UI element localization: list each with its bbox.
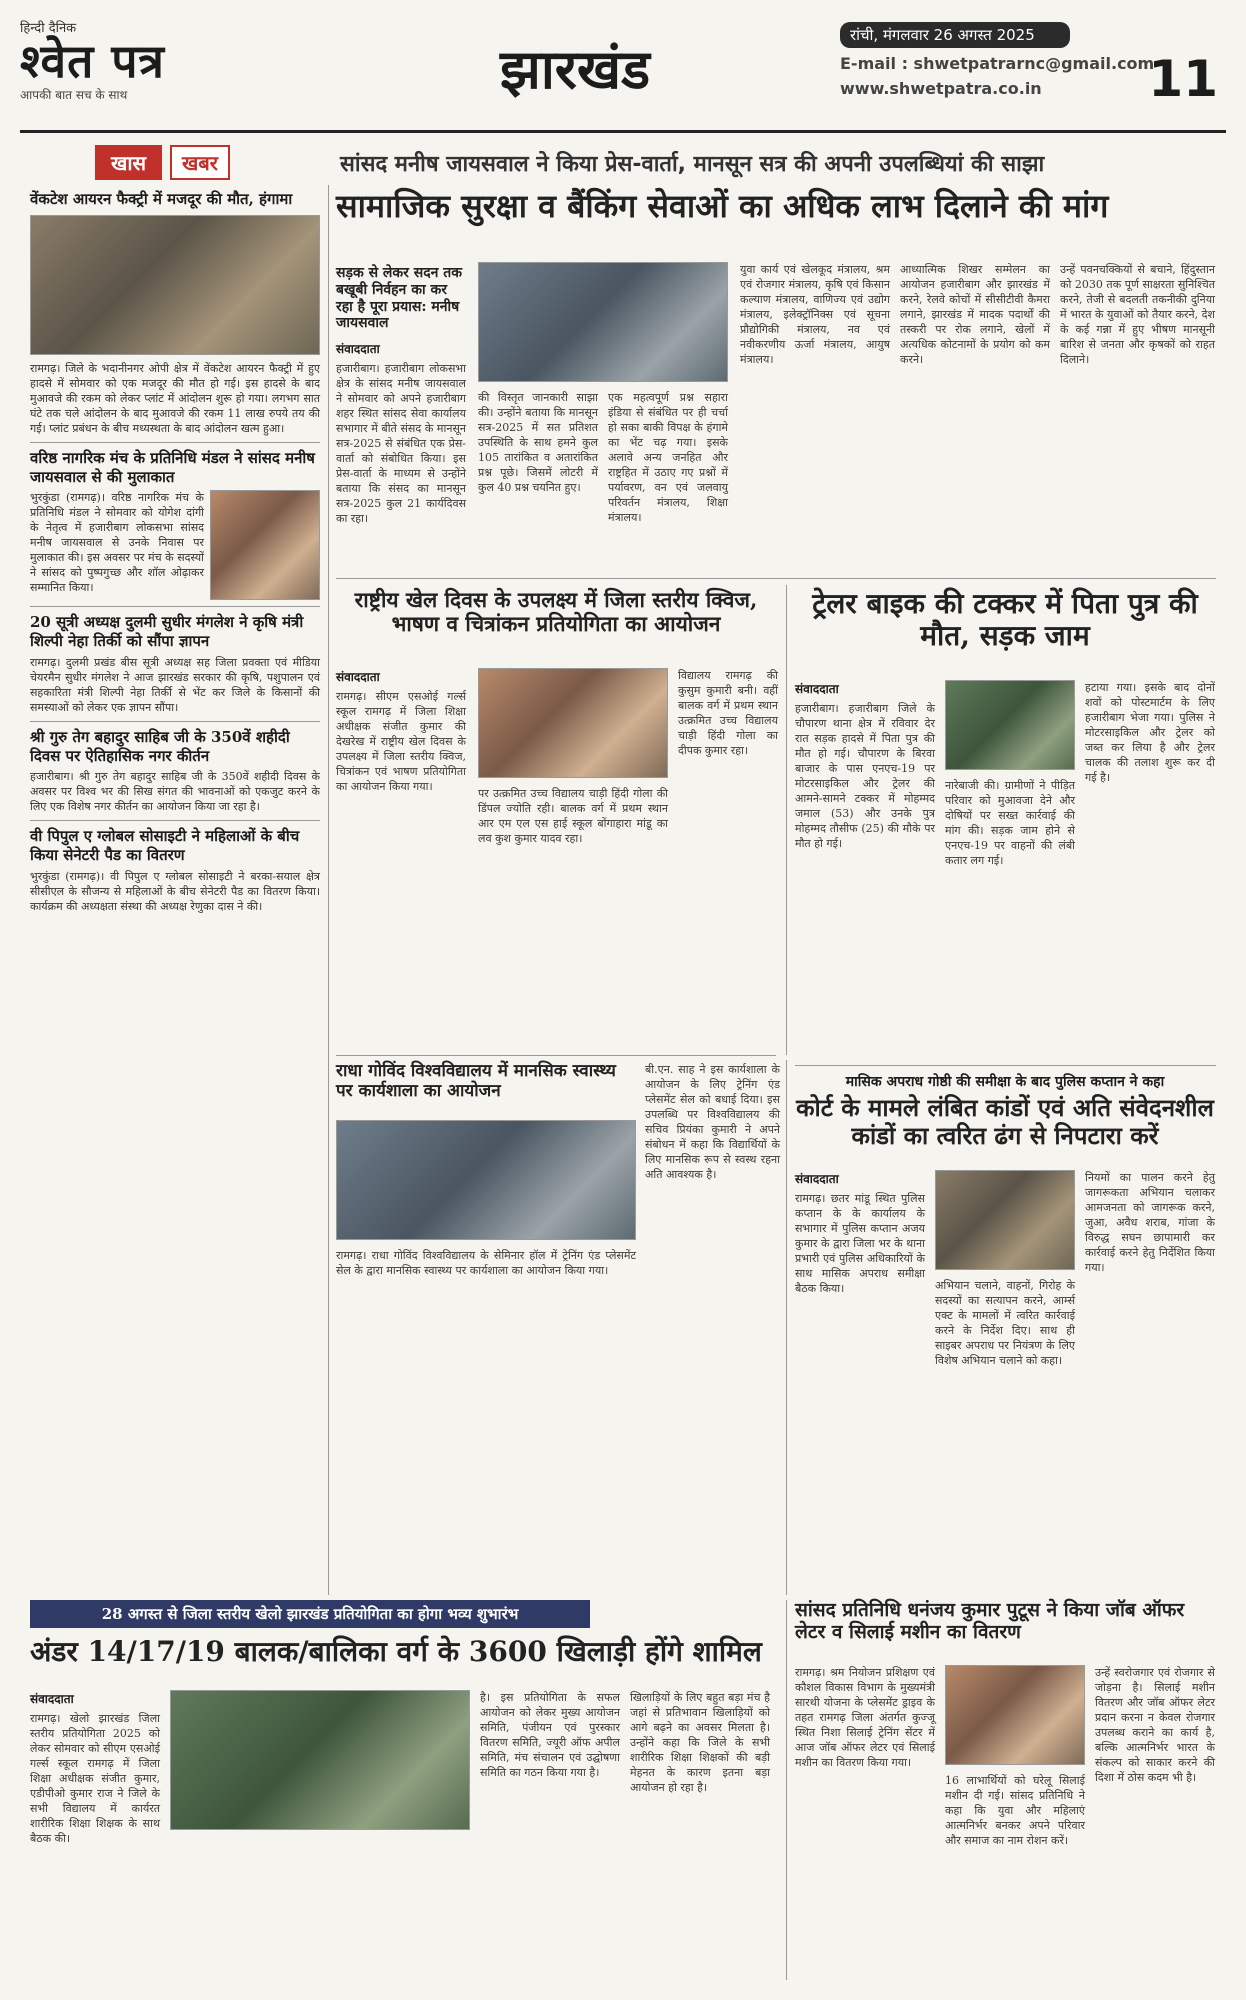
khas-tag: खास xyxy=(95,145,162,180)
story5-title: वी पिपुल ए ग्लोबल सोसाइटी ने महिलाओं के बीच किया सेनेटरी पैड का वितरण xyxy=(30,827,300,864)
lead-text-6: उन्हें पवनचक्कियों से बचाने, हिंदुस्तान को 2030 तक पूर्ण साक्षरता सुनिश्चित करने, तेजी से बदलती तकनीकी दुनिया में भारत के युवाओं को तैयार करने, देश के कई गन्ना में हुए भीषण मानसूनी बारिश से जनता और कृषकों को राहत दिलाने। xyxy=(1060,263,1215,366)
citizens-photo xyxy=(210,490,320,600)
trailer-text-2: नारेबाजी की। ग्रामीणों ने पीड़ित परिवार को मुआवजा देने और दोषियों पर सख्त कार्रवाई की मांग की। सड़क जाम होने से एनएच-19 पर वाहनों की लंबी कतार लग गई। xyxy=(945,779,1075,867)
top-strip: सांसद मनीष जायसवाल ने किया प्रेस-वार्ता, मानसून सत्र की अपनी उपलब्धियां की साझा xyxy=(340,152,1045,177)
story2-block xyxy=(30,490,320,600)
court-text-3: नियमों का पालन करने हेतु जागरूकता अभियान चलाकर आमजनता को जागरूक करने, जुआ, अवैध शराब, गांजा के विरुद्ध सघन छापामारी कर कार्रवाई करने हेतु निर्देशित किया गया। xyxy=(1085,1171,1215,1274)
khelo-text-3: खिलाड़ियों के लिए बहुत बड़ा मंच है जहां से प्रतिभावान खिलाड़ियों को आगे बढ़ने का अवसर मिलता है। उन्होंने कहा कि जिले के सभी शारीरिक शिक्षा शिक्षकों की बड़ी मेहनत के कारण इतना बड़ा आयोजन हो रहा है। xyxy=(630,1691,770,1794)
court-col-1 xyxy=(795,1170,925,1296)
lead-kicker: सड़क से लेकर सदन तक बखूबी निर्वहन का कर रहा है पूरा प्रयास: मनीष जायसवाल xyxy=(336,265,463,332)
job-text-3: उन्हें स्वरोजगार एवं रोजगार से जोड़ना है। सिलाई मशीन वितरण और जॉब ऑफर लेटर प्रदान करना न केवल रोजगार उपलब्ध कराने का कार्य है, बल्कि आत्मनिर्भर भारत के संकल्प को साकार करने की दिशा में ठोस कदम भी है। xyxy=(1095,1666,1215,1784)
mental-headline: राधा गोविंद विश्वविद्यालय में मानसिक स्वास्थ्य पर कार्यशाला का आयोजन xyxy=(336,1061,616,1101)
mental-text-2: बी.एन. साह ने इस कार्यशाला के आयोजन के लिए ट्रेनिंग एंड प्लेसमेंट सेल को बधाई दिया। इस उपलब्धि पर विश्वविद्यालय की सचिव प्रियंका कुमारी ने अपने संबोधन में कहा कि विद्यार्थियों के लिए मानसिक रूप से स्वस्थ रहना अति आवश्यक है। xyxy=(645,1063,780,1181)
page-number: 11 xyxy=(1148,50,1218,108)
press-conference-photo xyxy=(478,262,728,382)
sports-photo xyxy=(478,668,668,778)
column-divider xyxy=(786,585,787,1055)
lead-text-5: आध्यात्मिक शिखर सम्मेलन का आयोजन हजारीबाग और झारखंड में करने, रेलवे कोचों में सीसीटीवी कैमरा लगाने, झारखंड में मादक पदार्थों की तस्करी पर रोक लगाने, खेलों में अत्यधिक कोटनामों के प्रयोग को कम करने। xyxy=(900,263,1050,366)
sports-text-1: रामगढ़। सीएम एसओई गर्ल्स स्कूल रामगढ़ में जिला शिक्षा अधीक्षक संजीत कुमार की देखरेख में राष्ट्रीय खेल दिवस के उपलक्ष्य में जिला स्तरीय क्विज, चित्रांकन एवं भाषण प्रतियोगिता का आयोजन किया गया। xyxy=(336,690,466,793)
sewing-machine-photo xyxy=(945,1665,1085,1765)
story3-text: रामगढ़। दुलमी प्रखंड बीस सूत्री अध्यक्ष सह जिला प्रवक्ता एवं मीडिया चेयरमैन सुधीर मंगलेश ने आज झारखंड सरकार की कृषि, पशुपालन एवं सहकारिता मंत्री शिल्पी नेहा तिर्की से भेंट कर जिले के किसानों की समस्याओं को लेकर एक ज्ञापन सौंपा। xyxy=(30,655,320,714)
masthead-small-title: हिन्दी दैनिक xyxy=(20,21,77,36)
court-text-1: रामगढ़। छतर मांडू स्थित पुलिस कप्तान के के कार्यालय के सभागार में पुलिस कप्तान अजय कुमार के द्वारा जिला भर के थाना प्रभारी एवं पुलिस अधिकारियों के साथ मासिक अपराध समीक्षा बैठक किया। xyxy=(795,1192,925,1295)
story5-text: भुरकुंडा (रामगढ़)। वी पिपुल ए ग्लोबल सोसाइटी ने बरका-सयाल क्षेत्र सीसीएल के सौजन्य से महिलाओं के बीच सेनेटरी पैड का वितरण किया। कार्यक्रम की अध्यक्षता संस्था की अध्यक्ष रेणुका दास ने की। xyxy=(30,869,320,913)
trailer-col-1 xyxy=(795,680,935,851)
left-column xyxy=(30,190,320,914)
story4-text: हजारीबाग। श्री गुरु तेग बहादुर साहिब जी के 350वें शहीदी दिवस के अवसर पर विश्व भर की सिख संगत की भावनाओं को एकजुट करने के लिए एक विशेष नगर कीर्तन का आयोजन किया जा रहा है। xyxy=(30,770,320,814)
story1-title: वेंकटेश आयरन फैक्ट्री में मजदूर की मौत, हंगामा xyxy=(30,190,293,208)
masthead-tagline: आपकी बात सच के साथ xyxy=(20,88,128,102)
job-text-2: 16 लाभार्थियों को घरेलू सिलाई मशीन दी गई। सांसद प्रतिनिधि ने कहा कि युवा और महिलाएं आत्मनिर्भर बनकर अपने परिवार और समाज का नाम रोशन करें। xyxy=(945,1774,1085,1847)
trailer-headline: ट्रेलर बाइक की टक्कर में पिता पुत्र की मौत, सड़क जाम xyxy=(812,587,1198,653)
story3-title: 20 सूत्री अध्यक्ष दुलमी सुधीर मंगलेश ने कृषि मंत्री शिल्पी नेहा तिर्की को सौंपा ज्ञापन xyxy=(30,613,304,650)
khabar-tag: खबर xyxy=(170,145,230,180)
email-address[interactable]: E-mail : shwetpatrarnc@gmail.com xyxy=(840,54,1155,73)
divider xyxy=(30,721,320,722)
divider xyxy=(795,1065,1216,1066)
column-divider xyxy=(786,1600,787,1980)
khelo-col-1 xyxy=(30,1690,160,1846)
court-byline: संवाददाता xyxy=(795,1172,839,1186)
lead-byline: संवाददाता xyxy=(336,342,380,357)
column-divider xyxy=(786,1060,787,1595)
sports-text-3: विद्यालय रामगढ़ की कुसुम कुमारी बनी। वहीं बालक वर्ग में प्रथम स्थान उत्क्रमित उच्च विद्यालय चाड़ी हिंदी गोला का दीपक कुमार रहा। xyxy=(678,669,778,757)
trailer-text-3: हटाया गया। इसके बाद दोनों शवों को पोस्टमार्टम के लिए हजारीबाग भेजा गया। पुलिस ने मोटरसाइकिल और ट्रेलर को जब्त कर लिया है और ट्रेलर चालक की तलाश शुरू कर दी गई है। xyxy=(1085,681,1215,784)
khelo-band: 28 अगस्त से जिला स्तरीय खेलो झारखंड प्रतियोगिता का होगा भव्य शुभारंभ xyxy=(30,1600,590,1628)
police-meeting-photo xyxy=(935,1170,1075,1270)
trailer-byline: संवाददाता xyxy=(795,682,839,696)
story1-text: रामगढ़। जिले के भदानीनगर ओपी क्षेत्र में वेंकटेश आयरन फैक्ट्री में हुए हादसे में सोमवार को एक मजदूर की मौत हो गई। इस हादसे के बाद मुआवजे की रकम को लेकर प्लांट में आंदोलन शुरू हो गया। लगभग सात घंटे तक चले आंदोलन के बाद मुआवजे की रकम 11 लाख रुपये तय की गई। प्लांट प्रबंधन के बीच मध्यस्थता के बाद आंदोलन खत्म हुआ। xyxy=(30,361,320,435)
lead-text-1: हजारीबाग। हजारीबाग लोकसभा क्षेत्र के सांसद मनीष जायसवाल ने सोमवार को अपने हजारीबाग शहर स्थित सांसद सेवा कार्यालय सभागार में बीते संसद के मानसून सत्र-2025 से संबंधित एक प्रेस-वार्ता को संबोधित किया। इस प्रेस-वार्ता के माध्यम से उन्होंने बताया कि संसद का मानसून सत्र-2025 कुल 21 कार्यदिवस का रहा। xyxy=(336,362,466,526)
khelo-byline: संवाददाता xyxy=(30,1692,74,1706)
lead-text-3: एक महत्वपूर्ण प्रश्न सहारा इंडिया से संबंधित पर ही चर्चा हो सका बाकी विपक्ष के हंगामे का भेंट चढ़ गया। इसके अलावे अन्य जनहित और राष्ट्रहित में उठाए गए प्रश्नों में पर्यावरण, वन एवं जलवायु परिवर्तन मंत्रालय, शिक्षा मंत्रालय। xyxy=(608,391,728,524)
khelo-headline: अंडर 14/17/19 बालक/बालिका वर्ग के 3600 खिलाड़ी होंगे शामिल xyxy=(30,1635,762,1668)
khelo-text-2: है। इस प्रतियोगिता के सफल आयोजन को लेकर मुख्य आयोजन समिति, पंजीयन एवं पुरस्कार वितरण समिति, ज्यूरी ऑफ अपील समिति, मंच संचालन एवं उद्घोषणा समिति का गठन किया गया है। xyxy=(480,1691,620,1779)
lead-kicker-col xyxy=(336,265,466,526)
masthead-info xyxy=(840,22,1230,108)
divider xyxy=(30,606,320,607)
divider xyxy=(30,820,320,821)
court-kicker: मासिक अपराध गोष्ठी की समीक्षा के बाद पुलिस कप्तान ने कहा xyxy=(845,1074,1165,1090)
sports-text-2: पर उत्क्रमित उच्च विद्यालय चाड़ी हिंदी गोला की डिंपल ज्योति रही। बालक वर्ग में प्रथम स्थान आर एम एल एस हाई स्कूल बोंगाहारा मांडू का लव कुश कुमार यादव रहा। xyxy=(478,787,668,845)
website-link[interactable]: www.shwetpatra.co.in xyxy=(840,79,1042,98)
factory-photo xyxy=(30,215,320,355)
lead-text-2: की विस्तृत जानकारी साझा की। उन्होंने बताया कि मानसून सत्र-2025 में सत प्रतिशत उपस्थिति के साथ हमने कुल 105 तारांकित व अतारांकित प्रश्न पूछे। जिसमें लोटरी में कुल 40 प्रश्न चयनित हुए। xyxy=(478,391,598,494)
court-text-2: अभियान चलाने, वाहनों, गिरोह के सदस्यों का सत्यापन करने, आर्म्स एक्ट के मामलों में त्वरित कार्रवाई करने के निर्देश दिए। साथ ही साइबर अपराध पर नियंत्रण के लिए विशेष अभियान चलाने को कहा। xyxy=(935,1279,1075,1367)
divider xyxy=(30,442,320,443)
lead-text-4: युवा कार्य एवं खेलकूद मंत्रालय, श्रम एवं रोजगार मंत्रालय, कृषि एवं किसान कल्याण मंत्रालय, वाणिज्य एवं उद्योग मंत्रालय, इलेक्ट्रॉनिक्स एवं सूचना प्रौद्योगिकी मंत्रालय, नव एवं नवीकरणीय ऊर्जा मंत्रालय, आयुष मंत्रालय। xyxy=(740,263,890,366)
masthead-divider xyxy=(20,130,1226,133)
date-bar: रांची, मंगलवार 26 अगस्त 2025 xyxy=(840,22,1070,48)
mental-text-1: रामगढ़। राधा गोविंद विश्वविद्यालय के सेमिनार हॉल में ट्रेनिंग एंड प्लेसमेंट सेल के द्वारा मानसिक स्वास्थ्य पर कार्यशाला का आयोजन किया गया। xyxy=(336,1249,636,1277)
sports-headline: राष्ट्रीय खेल दिवस के उपलक्ष्य में जिला स्तरीय क्विज, भाषण व चित्रांकन प्रतियोगिता का आयोजन xyxy=(354,587,758,637)
khelo-meeting-photo xyxy=(170,1690,470,1830)
job-text-1: रामगढ़। श्रम नियोजन प्रशिक्षण एवं कौशल विकास विभाग के मुख्यमंत्री सारथी योजना के प्लेसमेंट ड्राइव के तहत रामगढ़ जिला अंतर्गत कुज्जू स्थित निशा सिलाई ट्रेनिंग सेंटर में आज जॉब ऑफर लेटर एवं सिलाई मशीन का वितरण किया गया। xyxy=(795,1666,935,1769)
lead-headline: सामाजिक सुरक्षा व बैंकिंग सेवाओं का अधिक लाभ दिलाने की मांग xyxy=(336,187,1109,225)
divider xyxy=(336,1055,776,1056)
job-headline: सांसद प्रतिनिधि धनंजय कुमार पुटूस ने किया जॉब ऑफर लेटर व सिलाई मशीन का वितरण xyxy=(795,1599,1185,1643)
sports-byline: संवाददाता xyxy=(336,670,380,684)
road-jam-photo xyxy=(945,680,1075,770)
sports-col-1 xyxy=(336,668,466,794)
section-title: झारखंड xyxy=(500,37,650,101)
story2-title: वरिष्ठ नागरिक मंच के प्रतिनिधि मंडल ने सांसद मनीष जायसवाल से की मुलाकात xyxy=(30,448,315,486)
story4-title: श्री गुरु तेग बहादुर साहिब जी के 350वें शहीदी दिवस पर ऐतिहासिक नगर कीर्तन xyxy=(30,727,290,765)
masthead-name: श्वेत पत्र xyxy=(20,34,165,88)
workshop-photo xyxy=(336,1120,636,1240)
khelo-text-1: रामगढ़। खेलो झारखंड जिला स्तरीय प्रतियोगिता 2025 को लेकर सोमवार को सीएम एसओई गर्ल्स स्कूल रामगढ़ में जिला शिक्षा अधीक्षक संजीत कुमार, एडीपीओ कुमार राज ने जिले के सभी विद्यालय में कार्यरत शारीरिक शिक्षा शिक्षक के साथ बैठक की। xyxy=(30,1712,160,1845)
trailer-text-1: हजारीबाग। हजारीबाग जिले के चौपारण थाना क्षेत्र में रविवार देर रात सड़क हादसे में पिता पुत्र की मौत हो गई। चौपारण के बिरवा बाजार के पास एनएच-19 पर मोटरसाइकिल और ट्रेलर की आमने-सामने टक्कर में मोहम्मद जमाल (53) और उनके पुत्र मोहम्मद तौसीफ (25) की मौके पर मौत हो गई। xyxy=(795,702,935,850)
story2-text: भुरकुंडा (रामगढ़)। वरिष्ठ नागरिक मंच के प्रतिनिधि मंडल ने सोमवार को योगेश दांगी के नेतृत्व में हजारीबाग लोकसभा सांसद मनीष जायसवाल से उनके निवास पर मुलाकात की। इस अवसर पर मंच के सदस्यों ने सांसद को पुष्पगुच्छ और शॉल ओढ़ाकर सम्मानित किया। xyxy=(30,491,204,595)
masthead-brand xyxy=(20,18,260,103)
divider xyxy=(336,578,1216,579)
court-headline: कोर्ट के मामले लंबित कांडों एवं अति संवेदनशील कांडों का त्वरित ढंग से निपटारा करें xyxy=(796,1093,1214,1150)
column-divider xyxy=(328,185,329,1595)
